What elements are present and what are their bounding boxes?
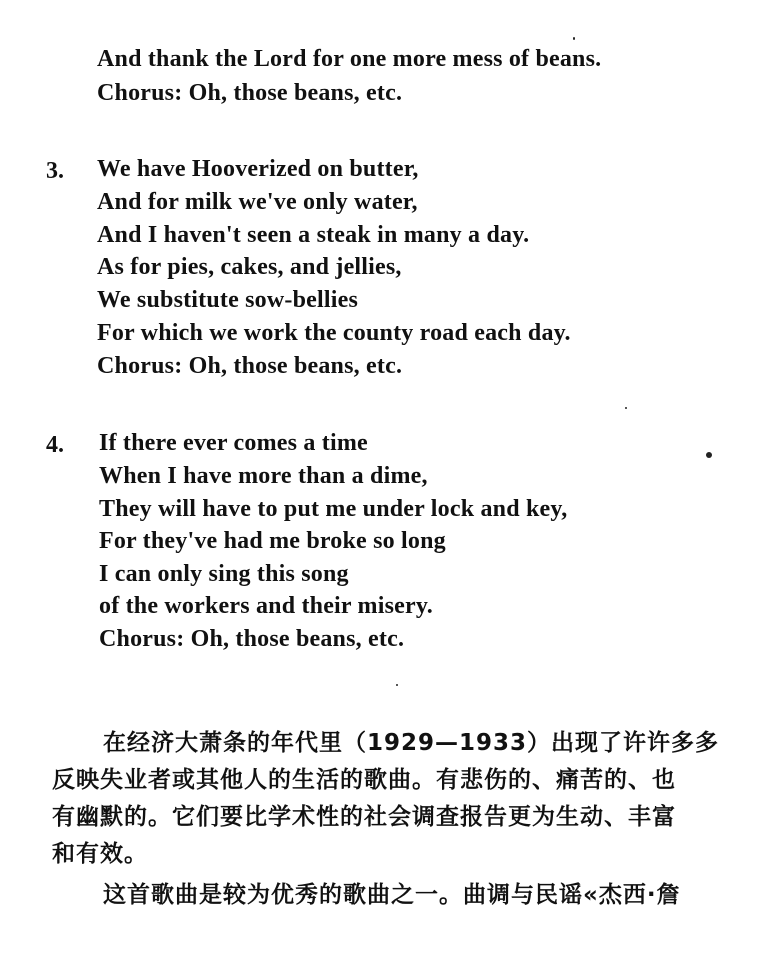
verse-4-chorus: Chorus: Oh, those beans, etc. [99,626,405,652]
verse-2-line: And thank the Lord for one more mess of beans. [97,46,602,72]
verse-4-line: If there ever comes a time [99,430,368,456]
commentary-line: 和有效。 [52,841,148,867]
verse-3-number: 3. [46,158,64,184]
commentary-line: 反映失业者或其他人的生活的歌曲。有悲伤的、痛苦的、也 [52,767,676,793]
verse-3-line: For which we work the county road each day. [97,320,571,346]
verse-3-line: We substitute sow-bellies [97,287,359,313]
commentary-line: 有幽默的。它们要比学术性的社会调查报告更为生动、丰富 [52,804,676,830]
verse-4-number: 4. [46,432,64,458]
commentary-line: 在经济大萧条的年代里（1929—1933）出现了许许多多 [103,730,720,756]
scan-speck [396,684,398,686]
verse-3-line: And for milk we've only water, [97,189,418,215]
verse-3-line: We have Hooverized on butter, [97,156,419,182]
verse-2-chorus: Chorus: Oh, those beans, etc. [97,80,403,106]
verse-4-line: They will have to put me under lock and key, [99,496,568,522]
verse-3-line: As for pies, cakes, and jellies, [97,254,402,280]
commentary-line: 这首歌曲是较为优秀的歌曲之一。曲调与民谣«杰西·詹 [103,882,681,908]
verse-4-line: When I have more than a dime, [99,463,428,489]
scan-speck [625,407,627,409]
verse-3-chorus: Chorus: Oh, those beans, etc. [97,353,403,379]
scan-speck [706,452,712,458]
verse-3-line: And I haven't seen a steak in many a day. [97,222,530,248]
verse-4-line: of the workers and their misery. [99,593,433,619]
verse-4-line: For they've had me broke so long [99,528,446,554]
verse-4-line: I can only sing this song [99,561,349,587]
scan-speck [573,37,575,40]
